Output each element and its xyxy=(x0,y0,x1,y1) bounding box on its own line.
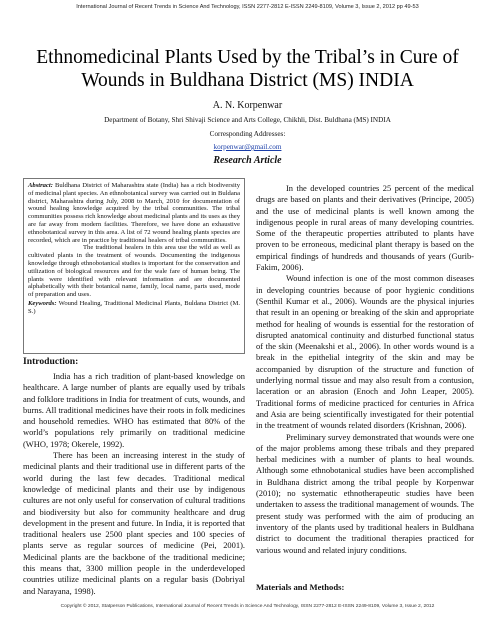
title-line-2: Wounds in Buldhana District (MS) INDIA xyxy=(81,70,414,91)
affiliation: Department of Botany, Shri Shivaji Science and Arts College, Chikhli, Dist. Buldhana (MS) INDIA xyxy=(104,116,391,124)
abstract-label: Abstract: xyxy=(28,182,53,189)
methods-heading: Materials and Methods: xyxy=(256,582,345,592)
intro-paragraph-2: There has been an increasing interest in the study of medicinal plants and their traditional use in different parts of the world during the last few decades. Traditional medical knowledge of medicinal plants and their use by indigenous cultures are not only useful for conservation of cultural traditions and biodiversity but also for community healthcare and drug development in the present and future. In India, it is reported that traditional healers use 2500 plant species and 100 species of plants serve as regular sources of medicine (Pei, 2001). Medicinal plants are the backbone of the traditional medicine; this means that, 3300 million people in the underdeveloped countries utilize medicinal plants on a regular basis (Dobriyal and Narayana, 1998). xyxy=(23,450,245,596)
right-paragraph-1: In the developed countries 25 percent of the medical drugs are based on plants and their derivatives (Principe, 2005) and the use of medicinal plants is well known among the indigenous people in rural areas of many developing countries. Some of the therapeutic properties attributed to plants have proven to be erroneous, medicinal plant therapy is based on the empirical findings of hundreds and thousands of years (Gurib-Fakim, 2006). xyxy=(256,183,474,273)
abstract-box xyxy=(23,178,245,354)
keywords xyxy=(28,300,240,316)
author-name: A. N. Korpenwar xyxy=(212,100,283,111)
abstract-paragraph xyxy=(28,182,240,244)
right-paragraph-3: Preliminary survey demonstrated that wounds were one of the major problems among these tribals and they prepared herbal medicines with a number of plants to heal wounds. Although some ethnobotanical studies have been accomplished in Buldhana district among the tribal people by Korpenwar (2010); no systematic ethnotherapeutic studies have been undertaken to assess the traditional management of wounds. The present study was performed with the aim of producing an inventory of the plants used by traditional healers in Buldhana district to document the traditional therapies practiced for various wound and related injury conditions. xyxy=(256,431,474,555)
title-line-1: Ethnomedicinal Plants Used by the Tribal’s in Cure of xyxy=(36,47,459,68)
keywords-label: Keywords: xyxy=(28,299,57,307)
journal-header: International Journal of Recent Trends in Science And Technology, ISSN 2277-2812 E-ISSN 2249-8109, Volume 3, Issue 2, 2012 pp 49-53 xyxy=(76,4,419,10)
intro-heading: Introduction: xyxy=(23,356,79,367)
intro-paragraph-1: India has a rich tradition of plant-based knowledge on healthcare. A large number of plants are equally used by tribals and folklore traditions in India for treatment of cuts, wounds, and burns. All traditional medicines have their roots in folk medicines and household remedies. WHO has estimated that 80% of the world’s populations rely primarily on traditional medicine (WHO, 1978; Okerele, 1992). xyxy=(23,371,245,449)
right-paragraph-2: Wound infection is one of the most common diseases in developing countries because of poor hygienic conditions (Senthil Kumar et al., 2006). Wounds are the physical injuries that result in an opening or breaking of the skin and appropriate method for healing of wounds is essential for the restoration of disrupted anatomical continuity and disturbed functional status of the skin (Meenakshi et al., 2006). In other words wound is a break in the epithelial integrity of the skin and may be accompanied by disruption of the structure and function of underlying normal tissue and may also result from a contusion, laceration or an abrasion (Enoch and John Leaper, 2005). Traditional forms of medicine practiced for centuries in Africa and Asia are being scientifically investigated for their potential in the treatment of wounds related disorders (Krishnan, 2006). xyxy=(256,273,474,431)
right-column xyxy=(256,183,474,592)
article-type: Research Article xyxy=(213,155,282,166)
corresponding-label: Corresponding Addresses: xyxy=(209,130,286,138)
paper-title xyxy=(10,46,485,92)
abstract-text: Buldhana District of Maharashtra state (India) has a rich biodiversity of medicinal plant species. An ethnobotanical survey was carried out in Buldana district, Maharashtra during July, 2008 to March, 2010 for documentation of wound healing knowledge acquired by the tribal communities. The tribal communities possess rich knowledge about medicinal plants and its uses as they are far away from modern facilities. Therefore, we have done an exhaustive ethnobotanical survey in this area. A list of 72 wound healing plants species are recorded, which are in practice by traditional healers of tribal communities. xyxy=(28,182,240,244)
keywords-text: Wound Healing, Traditional Medicinal Plants, Buldana District (M. S.) xyxy=(28,299,240,315)
copyright-footer: Copyright © 2012, Statperson Publications, International Journal of Recent Trends in Science And Technology, ISSN 2277-2812 E-ISSN 2249-8109, Volume 3, Issue 2, 2012 xyxy=(60,604,435,609)
abstract-paragraph-2: The traditional healers in this area use the wild as well as cultivated plants in the treatment of wounds. Documenting the indigenous knowledge through ethnobotanical studies is important for the conservation and utilization of biological resources and for the wale fare of human being. The plants were identified with relevant information and are documented alphabetically with their botanical name, family, local name, parts used, mode of preparation and uses. xyxy=(28,244,240,299)
left-column xyxy=(23,371,245,596)
email-link[interactable]: korpenwar@gmail.com xyxy=(213,143,282,151)
